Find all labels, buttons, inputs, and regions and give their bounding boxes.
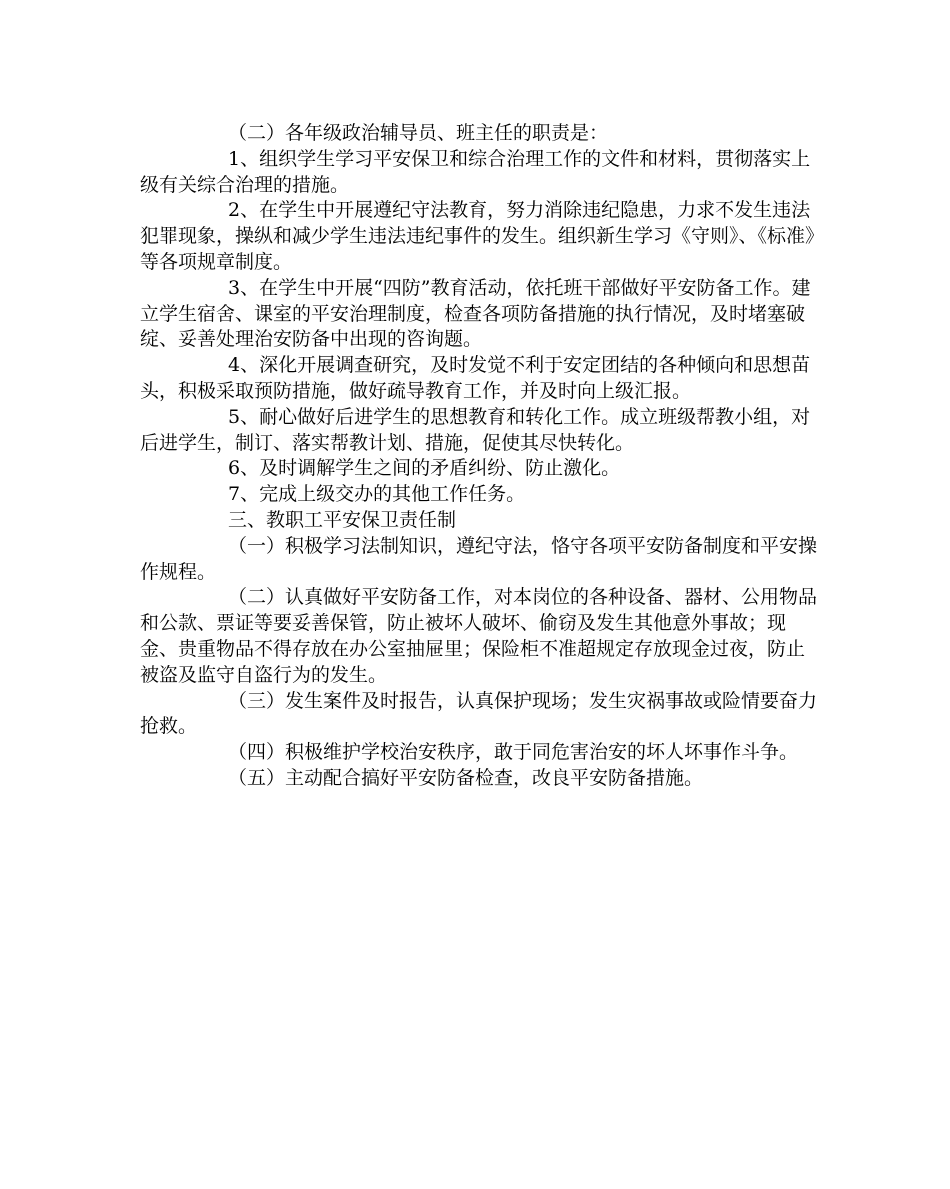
paragraph-staff-item-2: （二）认真做好平安防备工作，对本岗位的各种设备、器材、公用物品和公款、票证等要妥善保管，防止被坏人破坏、偷窃及发生其他意外事故；现金、贵重物品不得存放在办公室抽屉里；保险柜不准超规定存放现金过夜，防止被盗及监守自盗行为的发生。: [140, 586, 818, 686]
paragraph-duty-6: 6、及时调解学生之间的矛盾纠纷、防止激化。: [228, 457, 621, 480]
paragraph-duty-5: 5、耐心做好后进学生的思想教育和转化工作。成立班级帮教小组，对后进学生，制订、落实帮教计划、措施，促使其尽快转化。: [140, 405, 811, 454]
section-heading-staff-responsibility: 三、教职工平安保卫责任制: [228, 508, 457, 531]
paragraph-staff-item-4: （四）积极维护学校治安秩序，敢于同危害治安的坏人坏事作斗争。: [228, 741, 799, 764]
paragraph-duty-7: 7、完成上级交办的其他工作任务。: [228, 483, 526, 506]
paragraph-duty-4: 4、深化开展调查研究，及时发觉不利于安定团结的各种倾向和思想苗头，积极采取预防措施，做好疏导教育工作，并及时向上级汇报。: [140, 354, 811, 402]
paragraph-staff-item-3: （三）发生案件及时报告，认真保护现场；发生灾祸事故或险情要奋力抢救。: [140, 689, 818, 738]
paragraph-counselor-duties-heading: （二）各年级政治辅导员、班主任的职责是：: [228, 122, 609, 144]
document-body: [140, 121, 820, 792]
paragraph-staff-item-5: （五）主动配合搞好平安防备检查，改良平安防备措施。: [228, 766, 704, 789]
paragraph-duty-3: 3、在学生中开展“四防”教育活动，依托班干部做好平安防备工作。建立学生宿舍、课室的平安治理制度，检查各项防备措施的执行情况，及时堵塞破绽、妥善处理治安防备中出现的咨询题。: [140, 276, 811, 351]
paragraph-staff-item-1: （一）积极学习法制知识，遵纪守法，恪守各项平安防备制度和平安操作规程。: [140, 534, 818, 583]
paragraph-duty-2: 2、在学生中开展遵纪守法教育，努力消除违纪隐患，力求不发生违法犯罪现象，操纵和减少学生违法违纪事件的发生。组织新生学习《守则》、《标准》等各项规章制度。: [140, 199, 815, 273]
paragraph-duty-1: 1、组织学生学习平安保卫和综合治理工作的文件和材料，贯彻落实上级有关综合治理的措施。: [140, 147, 811, 196]
